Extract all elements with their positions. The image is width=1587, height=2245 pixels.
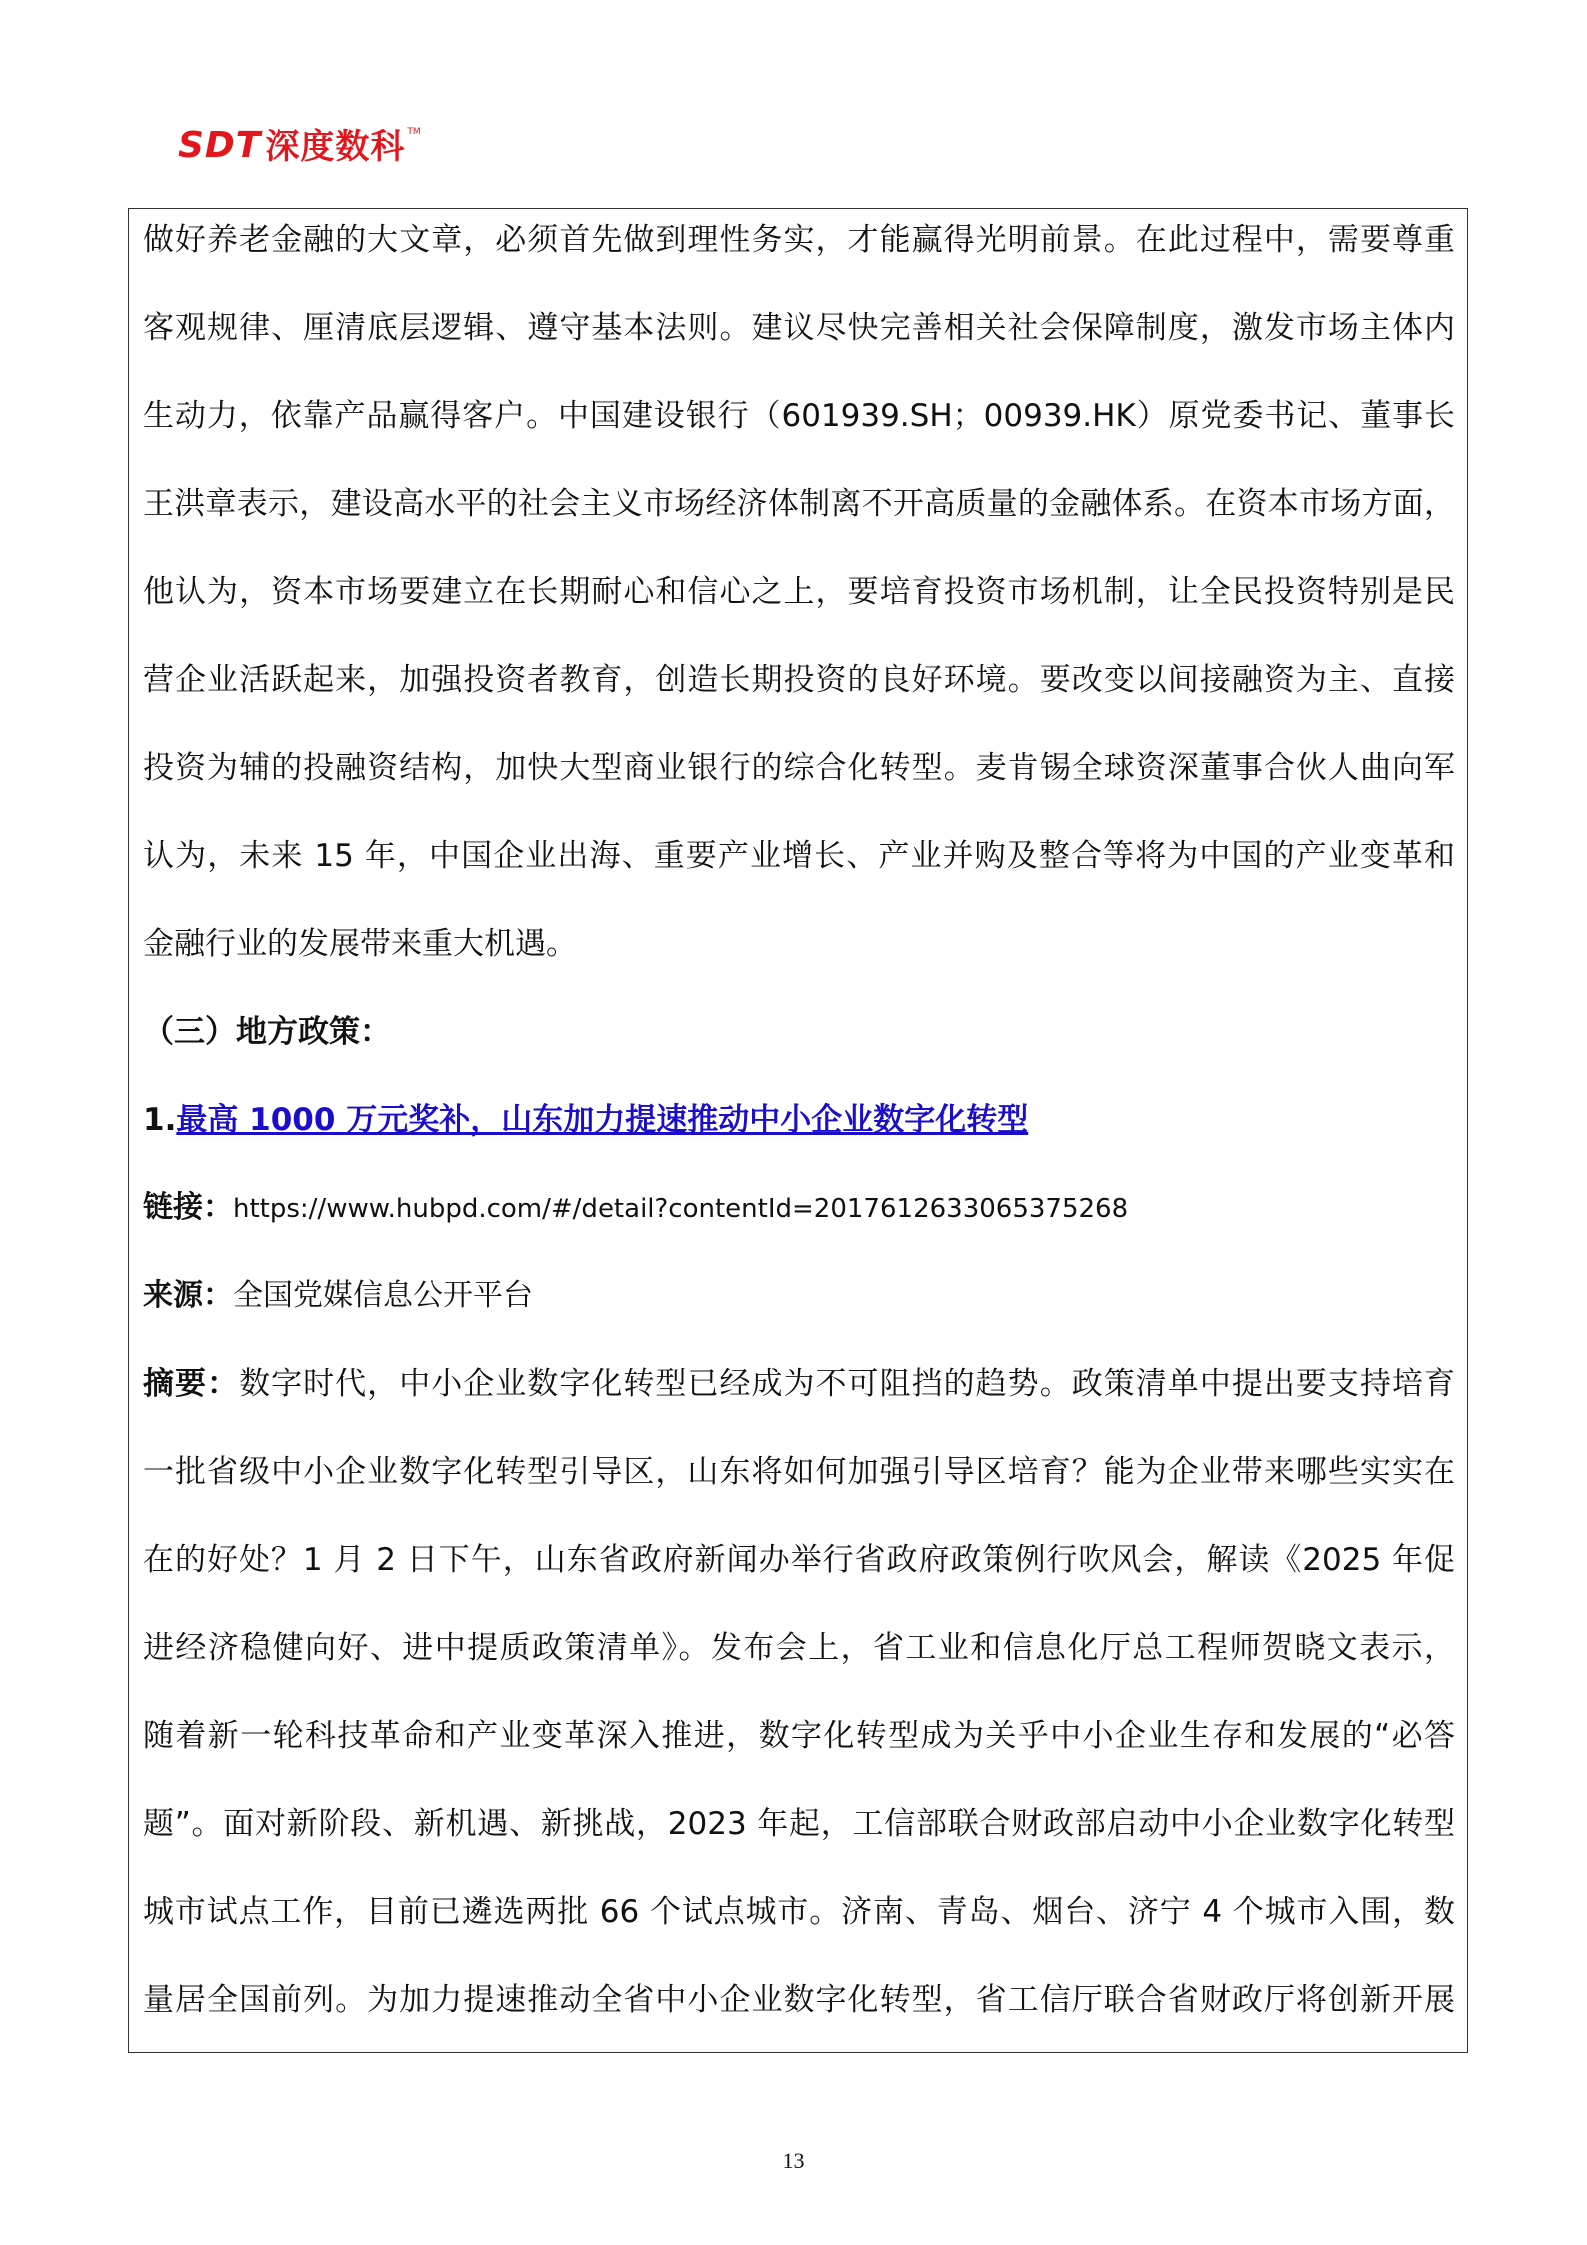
paragraph-line: 他认为，资本市场要建立在长期耐心和信心之上，要培育投资市场机制，让全民投资特别是民 bbox=[143, 574, 1455, 610]
paragraph-line: 认为，未来 15 年，中国企业出海、重要产业增长、产业并购及整合等将为中国的产业变革和 bbox=[143, 838, 1455, 874]
paragraph-line: 客观规律、厘清底层逻辑、遵守基本法则。建议尽快完善相关社会保障制度，激发市场主体内 bbox=[143, 310, 1455, 346]
logo-mark: SDT bbox=[178, 125, 262, 166]
paragraph-line: 王洪章表示，建设高水平的社会主义市场经济体制离不开高质量的金融体系。在资本市场方面， bbox=[143, 486, 1455, 522]
summary-line: 在的好处？1 月 2 日下午，山东省政府新闻办举行省政府政策例行吹风会，解读《2025 年促 bbox=[143, 1542, 1455, 1578]
paragraph-line: 生动力，依靠产品赢得客户。中国建设银行（601939.SH；00939.HK）原党委书记、董事长 bbox=[143, 398, 1455, 434]
item-title-row bbox=[143, 1094, 1455, 1182]
paragraph-line: 营企业活跃起来，加强投资者教育，创造长期投资的良好环境。要改变以间接融资为主、直接 bbox=[143, 662, 1455, 698]
item-title-link[interactable]: 最高 1000 万元奖补，山东加力提速推动中小企业数字化转型 bbox=[176, 1102, 1029, 1138]
summary-line: 一批省级中小企业数字化转型引导区，山东将如何加强引导区培育？能为企业带来哪些实实在 bbox=[143, 1454, 1455, 1490]
paragraph-line: 做好养老金融的大文章，必须首先做到理性务实，才能赢得光明前景。在此过程中，需要尊重 bbox=[143, 222, 1455, 258]
section-heading: （三）地方政策： bbox=[143, 1014, 391, 1050]
link-url[interactable]: https://www.hubpd.com/#/detail?contentId=2017612633065375268 bbox=[233, 1194, 1129, 1224]
summary-line: 城市试点工作，目前已遴选两批 66 个试点城市。济南、青岛、烟台、济宁 4 个城市入围，数 bbox=[143, 1894, 1455, 1930]
paragraph-line: 投资为辅的投融资结构，加快大型商业银行的综合化转型。麦肯锡全球资深董事合伙人曲向军 bbox=[143, 750, 1455, 786]
summary-line bbox=[143, 1358, 1455, 1446]
summary-text: 数字时代，中小企业数字化转型已经成为不可阻挡的趋势。政策清单中提出要支持培育 bbox=[239, 1366, 1455, 1402]
paragraph-line: 金融行业的发展带来重大机遇。 bbox=[143, 926, 577, 962]
logo-trademark: TM bbox=[407, 127, 421, 137]
summary-line: 量居全国前列。为加力提速推动全省中小企业数字化转型，省工信厅联合省财政厅将创新开展 bbox=[143, 1982, 1455, 2018]
summary-label: 摘要： bbox=[143, 1366, 240, 1402]
brand-logo bbox=[178, 125, 421, 167]
summary-line: 进经济稳健向好、进中提质政策清单》。发布会上，省工业和信息化厅总工程师贺晓文表示， bbox=[143, 1630, 1455, 1666]
page-number: 13 bbox=[782, 2148, 805, 2173]
source-label: 来源： bbox=[143, 1278, 233, 1313]
source-row bbox=[143, 1270, 1455, 1358]
logo-text: 深度数科 bbox=[265, 127, 406, 167]
item-number: 1. bbox=[143, 1102, 177, 1138]
summary-line: 题”。面对新阶段、新机遇、新挑战，2023 年起，工信部联合财政部启动中小企业数字化转型 bbox=[143, 1806, 1455, 1842]
document-body bbox=[143, 214, 1455, 2062]
link-label: 链接： bbox=[143, 1190, 233, 1225]
summary-line: 随着新一轮科技革命和产业变革深入推进，数字化转型成为关乎中小企业生存和发展的“必答 bbox=[143, 1718, 1455, 1754]
link-row bbox=[143, 1182, 1455, 1270]
source-value: 全国党媒信息公开平台 bbox=[233, 1278, 533, 1313]
